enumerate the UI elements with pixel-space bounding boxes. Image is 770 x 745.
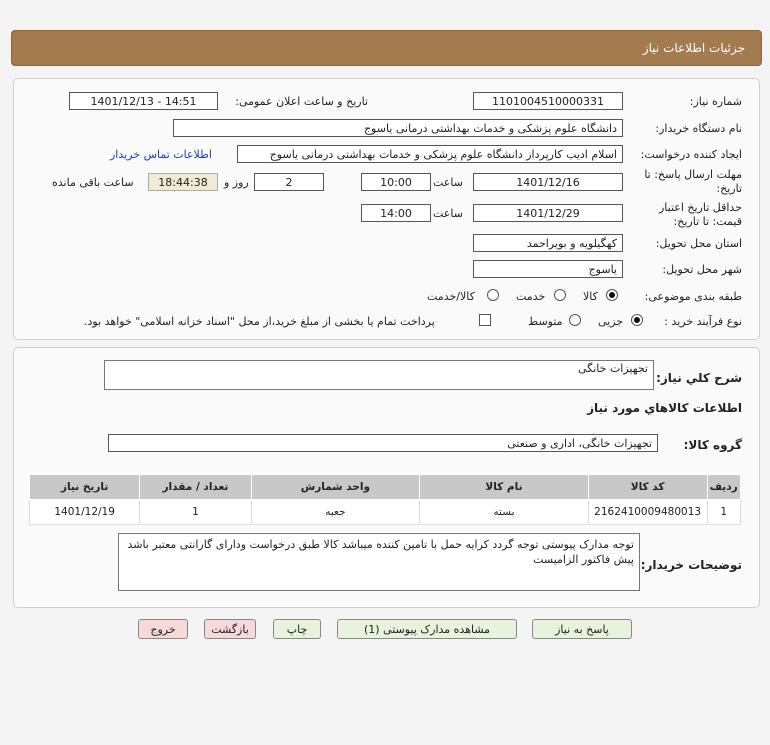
validity-time-label: ساعت (433, 207, 463, 220)
city-field: یاسوج (473, 260, 623, 278)
cell-code: 2162410009480013 (588, 500, 707, 525)
table-row (30, 500, 741, 525)
deadline-date-field: 1401/12/16 (473, 173, 623, 191)
need-number-label: شماره نیاز: (689, 95, 742, 108)
treasury-payment-checkbox[interactable] (479, 314, 491, 326)
print-button[interactable]: چاپ (273, 619, 321, 639)
validity-time-field: 14:00 (361, 204, 431, 222)
cell-row: 1 (707, 500, 741, 525)
treasury-payment-note: پرداخت تمام یا بخشی از مبلغ خرید،از محل "اسناد خزانه اسلامی" خواهد بود. (84, 315, 435, 328)
days-field: 2 (254, 173, 324, 191)
cell-unit: جعبه (251, 500, 420, 525)
buyer-label: نام دستگاه خریدار: (655, 122, 742, 135)
remaining-time-field: 18:44:38 (148, 173, 218, 191)
category-option-both: کالا/خدمت (427, 290, 475, 303)
col-need-date: تاریخ نیاز (30, 475, 140, 500)
category-option-goods: کالا (583, 290, 598, 303)
process-label: نوع فرآیند خرید : (664, 315, 742, 328)
col-unit: واحد شمارش (251, 475, 420, 500)
creator-label: ایجاد کننده درخواست: (640, 148, 742, 161)
goods-table-header-row (30, 475, 741, 500)
creator-field: اسلام ادیب کارپرداز دانشگاه علوم پزشکی و خدمات بهداشتی درمانی یاسوج (237, 145, 623, 163)
category-radio-goods[interactable] (606, 289, 618, 301)
goods-table (29, 474, 741, 525)
deadline-label-line1: مهلت ارسال پاسخ: تا (644, 168, 742, 181)
page-title: جزئیات اطلاعات نیاز (642, 41, 745, 55)
goods-group-label: گروه کالا: (683, 438, 742, 452)
back-button[interactable]: بازگشت (204, 619, 256, 639)
buyer-contact-link[interactable]: اطلاعات تماس خریدار (110, 148, 212, 161)
goods-info-title: اطلاعات کالاهاي مورد نياز (587, 401, 742, 415)
announce-label: تاریخ و ساعت اعلان عمومی: (235, 95, 368, 108)
province-label: استان محل تحویل: (655, 237, 742, 250)
process-radio-minor[interactable] (631, 314, 643, 326)
col-code: کد کالا (588, 475, 707, 500)
cell-need-date: 1401/12/19 (30, 500, 140, 525)
validity-label-line1: حداقل تاریخ اعتبار (658, 201, 742, 214)
need-number-field: 1101004510000331 (473, 92, 623, 110)
process-radio-medium[interactable] (569, 314, 581, 326)
deadline-time-field: 10:00 (361, 173, 431, 191)
category-option-service: خدمت (516, 290, 546, 303)
announce-datetime-field: 1401/12/13 - 14:51 (69, 92, 218, 110)
page-header (11, 30, 762, 66)
view-attachments-button[interactable]: مشاهده مدارک پیوستی (1) (337, 619, 517, 639)
process-option-medium: متوسط (528, 315, 563, 328)
validity-label-line2: قیمت: تا تاریخ: (673, 215, 742, 228)
reply-button[interactable]: پاسخ به نیاز (532, 619, 632, 639)
deadline-label-line2: تاریخ: (716, 182, 742, 195)
cell-quantity: 1 (140, 500, 251, 525)
category-radio-service[interactable] (554, 289, 566, 301)
category-radio-both[interactable] (487, 289, 499, 301)
remaining-label: ساعت باقی مانده (52, 176, 134, 189)
validity-date-field: 1401/12/29 (473, 204, 623, 222)
buyer-notes-field: توجه مدارک پیوستی توجه گردد کرایه حمل با تامین کننده میباشد کالا طبق درخواست ودارای گارانتی معتبر باشد پیش فاکتور الزامیست (118, 533, 640, 591)
goods-group-field: تجهیزات خانگی، اداری و صنعتی (108, 434, 658, 452)
buyer-notes-label: توضیحات خریدار: (640, 558, 742, 572)
col-name: نام کالا (420, 475, 589, 500)
process-option-minor: جزیی (598, 315, 624, 328)
deadline-time-label: ساعت (433, 176, 463, 189)
exit-button[interactable]: خروج (138, 619, 188, 639)
days-label: روز و (224, 176, 249, 189)
buyer-field: دانشگاه علوم پزشکی و خدمات بهداشتی درمانی یاسوج (173, 119, 623, 137)
general-description-field: تجهیزات خانگی (104, 360, 654, 390)
col-row: ردیف (707, 475, 741, 500)
category-label: طبقه بندی موضوعی: (644, 290, 742, 303)
province-field: کهگیلویه و بویراحمد (473, 234, 623, 252)
general-description-label: شرح کلي نياز: (656, 371, 742, 385)
cell-name: بسته (420, 500, 589, 525)
col-quantity: تعداد / مقدار (140, 475, 251, 500)
city-label: شهر محل تحویل: (662, 263, 742, 276)
